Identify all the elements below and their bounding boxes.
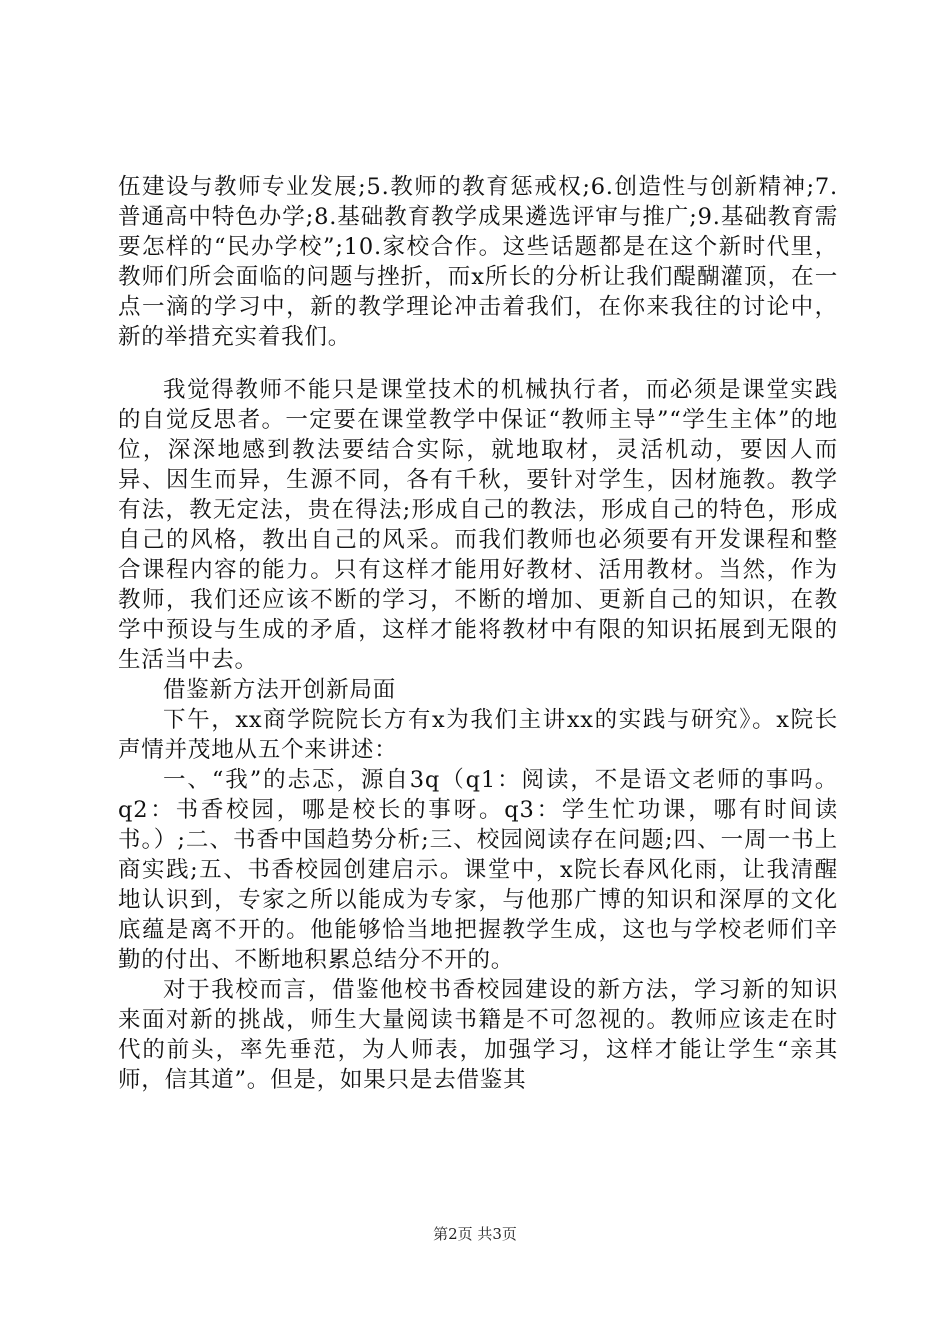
paragraph-gap <box>118 352 838 375</box>
paragraph-lecture-points: 一、“我”的忐忑，源自3q（q1：阅读，不是语文老师的事吗。q2：书香校园，哪是校长的事呀。q3：学生忙功课，哪有时间读书。）;二、书香中国趋势分析;三、校园阅读存在问题;四、一周一书上商实践;五、书香校园创建启示。课堂中，x院长春风化雨，让我清醒地认识到，专家之所以能成为专家，与他那广博的知识和深厚的文化底蕴是离不开的。他能够恰当地把握教学生成，这也与学校老师们辛勤的付出、不断地积累总结分不开的。 <box>118 767 838 973</box>
page-number-footer: 第2页 共3页 <box>433 1225 517 1243</box>
paragraph-school-application: 对于我校而言，借鉴他校书香校园建设的新方法，学习新的知识来面对新的挑战，师生大量阅读书籍是不可忽视的。教师应该走在时代的前头，率先垂范，为人师表，加强学习，这样才能让学生“亲其师，信其道”。但是，如果只是去借鉴其 <box>118 977 838 1093</box>
paragraph-afternoon-lecture: 下午，xx商学院院长方有x为我们主讲xx的实践与研究》。x院长声情并茂地从五个来讲述： <box>118 707 838 763</box>
section-heading: 借鉴新方法开创新局面 <box>163 677 397 703</box>
paragraph-continued: 伍建设与教师专业发展;5.教师的教育惩戒权;6.创造性与创新精神;7.普通高中特色办学;8.基础教育教学成果遴选评审与推广;9.基础教育需要怎样的“民办学校”;10.家校合作。这些话题都是在这个新时代里，教师们所会面临的问题与挫折，而x所长的分析让我们醍醐灌顶，在一点一滴的学习中，新的教学理论冲击着我们，在你来我往的讨论中，新的举措充实着我们。 <box>118 174 838 350</box>
paragraph-teacher-reflection: 我觉得教师不能只是课堂技术的机械执行者，而必须是课堂实践的自觉反思者。一定要在课堂教学中保证“教师主导”“学生主体”的地位，深深地感到教法要结合实际，就地取材，灵活机动，要因人而异、因生而异，生源不同，各有千秋，要针对学生，因材施教。教学有法，教无定法，贵在得法;形成自己的教法，形成自己的特色，形成自己的风格，教出自己的风采。而我们教师也必须要有开发课程和整合课程内容的能力。只有这样才能用好教材、活用教材。当然，作为教师，我们还应该不断的学习，不断的增加、更新自己的知识，在教学中预设与生成的矛盾，这样才能将教材中有限的知识拓展到无限的生活当中去。 <box>118 377 838 673</box>
document-body <box>118 172 838 1095</box>
